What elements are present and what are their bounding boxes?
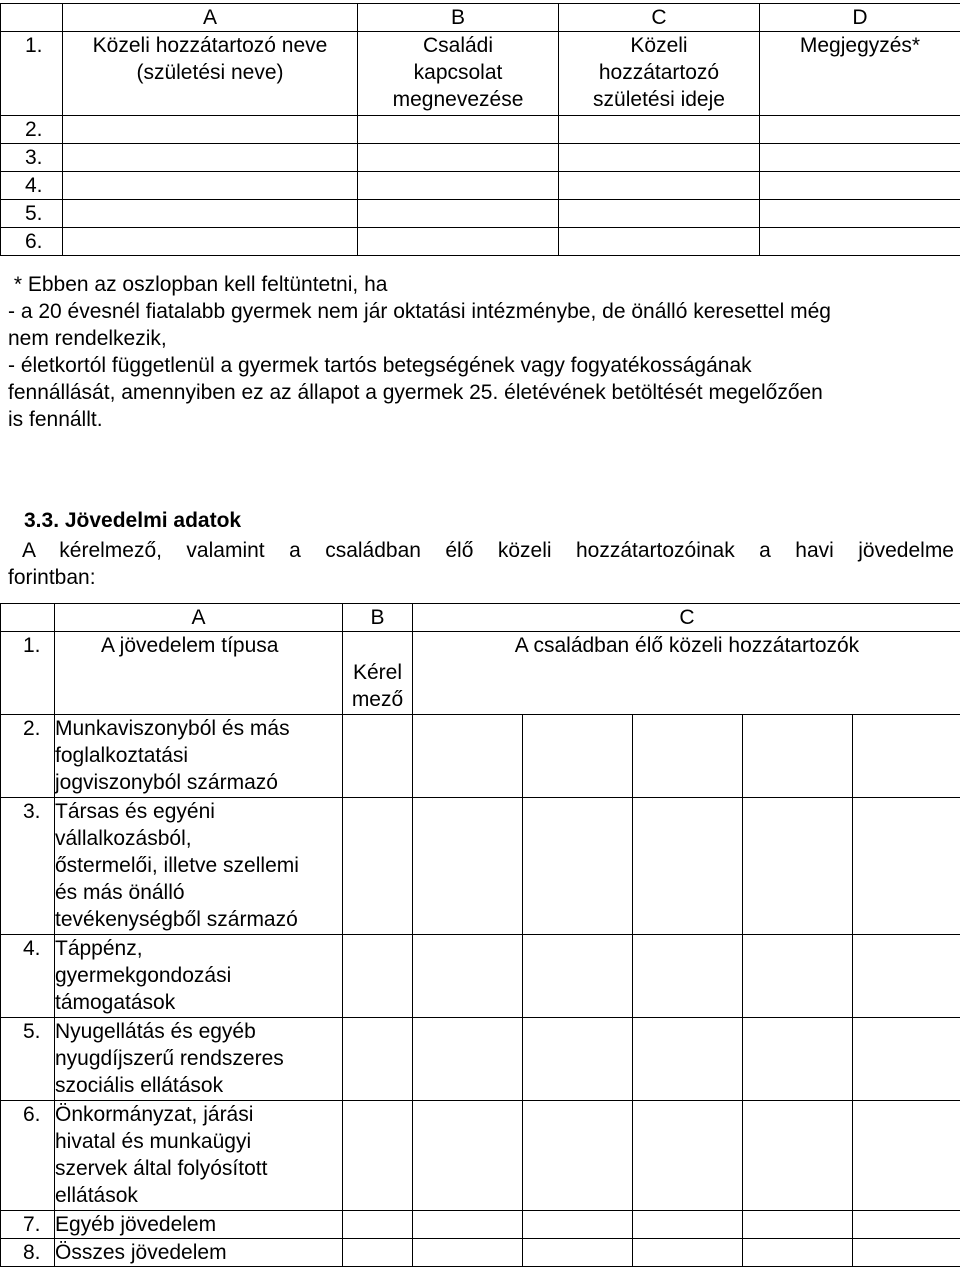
applicant-amount-cell[interactable] bbox=[343, 1239, 413, 1267]
relative-amount-cell[interactable] bbox=[413, 1239, 523, 1267]
footnote-line: * Ebben az oszlopban kell feltüntetni, ha bbox=[8, 273, 388, 296]
footnote-line: fennállását, amennyiben ez az állapot a gyermek 25. életévének betöltését megelőzően bbox=[8, 381, 823, 404]
applicant-header: Kérel mező bbox=[343, 632, 413, 715]
header-name-cell: Közeli hozzátartozó neve (születési neve) bbox=[63, 32, 358, 116]
applicant-amount-cell[interactable] bbox=[343, 1018, 413, 1101]
row-number: 4. bbox=[1, 935, 55, 1018]
row-number: 5. bbox=[1, 200, 63, 228]
table-row bbox=[1, 935, 960, 1018]
applicant-amount-cell[interactable] bbox=[343, 798, 413, 935]
relative-amount-cell[interactable] bbox=[633, 935, 743, 1018]
relative-amount-cell[interactable] bbox=[523, 1101, 633, 1211]
relative-amount-cell[interactable] bbox=[523, 1018, 633, 1101]
table-row bbox=[1, 1018, 960, 1101]
row-number: 3. bbox=[1, 798, 55, 935]
relative-amount-cell[interactable] bbox=[743, 935, 853, 1018]
birthdate-input-cell[interactable] bbox=[559, 200, 760, 228]
table-row bbox=[1, 32, 960, 116]
row-number: 8. bbox=[1, 1239, 55, 1267]
table-row bbox=[1, 1211, 960, 1239]
col-letter-b: B bbox=[358, 4, 559, 32]
name-input-cell[interactable] bbox=[63, 116, 358, 144]
header-note-cell: Megjegyzés* bbox=[760, 32, 960, 116]
header-birthdate-cell: Közeli hozzátartozó születési ideje bbox=[559, 32, 760, 116]
name-input-cell[interactable] bbox=[63, 228, 358, 256]
applicant-amount-cell[interactable] bbox=[343, 935, 413, 1018]
header-relation-cell: Családi kapcsolat megnevezése bbox=[358, 32, 559, 116]
relative-amount-cell[interactable] bbox=[523, 1239, 633, 1267]
row-number: 3. bbox=[1, 144, 63, 172]
table-row bbox=[1, 715, 960, 798]
col-letter-b: B bbox=[343, 604, 413, 632]
note-input-cell[interactable] bbox=[760, 172, 960, 200]
relative-amount-cell[interactable] bbox=[853, 798, 960, 935]
relative-amount-cell[interactable] bbox=[633, 1101, 743, 1211]
table-row bbox=[1, 144, 960, 172]
birthdate-input-cell[interactable] bbox=[559, 228, 760, 256]
income-type-label: Nyugellátás és egyéb nyugdíjszerű rendszeres szociális ellátások bbox=[55, 1018, 343, 1101]
relative-amount-cell[interactable] bbox=[413, 1018, 523, 1101]
applicant-amount-cell[interactable] bbox=[343, 715, 413, 798]
birthdate-input-cell[interactable] bbox=[559, 144, 760, 172]
relation-input-cell[interactable] bbox=[358, 200, 559, 228]
relative-amount-cell[interactable] bbox=[853, 1239, 960, 1267]
relative-amount-cell[interactable] bbox=[853, 1211, 960, 1239]
col-letter-a: A bbox=[55, 604, 343, 632]
row-number: 2. bbox=[1, 116, 63, 144]
relative-amount-cell[interactable] bbox=[853, 1101, 960, 1211]
birthdate-input-cell[interactable] bbox=[559, 172, 760, 200]
name-input-cell[interactable] bbox=[63, 172, 358, 200]
table-row bbox=[1, 200, 960, 228]
relative-amount-cell[interactable] bbox=[853, 1018, 960, 1101]
row-number: 6. bbox=[1, 1101, 55, 1211]
relative-amount-cell[interactable] bbox=[743, 715, 853, 798]
table-row bbox=[1, 228, 960, 256]
row-number: 1. bbox=[1, 632, 55, 715]
footnote-line: - a 20 évesnél fiatalabb gyermek nem jár oktatási intézménybe, de önálló keresettel még bbox=[8, 300, 831, 323]
income-type-label: Önkormányzat, járási hivatal és munkaügyi szervek által folyósított ellátások bbox=[55, 1101, 343, 1211]
relative-amount-cell[interactable] bbox=[413, 715, 523, 798]
relative-amount-cell[interactable] bbox=[633, 1018, 743, 1101]
relative-amount-cell[interactable] bbox=[523, 1211, 633, 1239]
relative-amount-cell[interactable] bbox=[523, 715, 633, 798]
birthdate-input-cell[interactable] bbox=[559, 116, 760, 144]
relative-amount-cell[interactable] bbox=[743, 1239, 853, 1267]
row-number: 5. bbox=[1, 1018, 55, 1101]
row-number: 6. bbox=[1, 228, 63, 256]
relative-amount-cell[interactable] bbox=[743, 1211, 853, 1239]
note-input-cell[interactable] bbox=[760, 228, 960, 256]
row-number: 7. bbox=[1, 1211, 55, 1239]
table-row bbox=[1, 1101, 960, 1211]
relative-amount-cell[interactable] bbox=[523, 935, 633, 1018]
header-row bbox=[1, 632, 960, 715]
col-letter-c: C bbox=[559, 4, 760, 32]
relatives-table bbox=[0, 3, 960, 256]
relative-amount-cell[interactable] bbox=[413, 935, 523, 1018]
relative-amount-cell[interactable] bbox=[853, 935, 960, 1018]
relative-amount-cell[interactable] bbox=[743, 1101, 853, 1211]
row-number: 2. bbox=[1, 715, 55, 798]
relation-input-cell[interactable] bbox=[358, 144, 559, 172]
relative-amount-cell[interactable] bbox=[413, 1211, 523, 1239]
relatives-header: A családban élő közeli hozzátartozók bbox=[413, 632, 960, 715]
footnote-line: is fennállt. bbox=[8, 408, 103, 431]
column-letters-row bbox=[1, 604, 960, 632]
col-letter-d: D bbox=[760, 4, 960, 32]
relative-amount-cell[interactable] bbox=[523, 798, 633, 935]
income-table bbox=[0, 603, 960, 1267]
relative-amount-cell[interactable] bbox=[413, 1101, 523, 1211]
column-letters-row bbox=[1, 4, 960, 32]
row-number: 4. bbox=[1, 172, 63, 200]
relative-amount-cell[interactable] bbox=[743, 798, 853, 935]
income-type-label: Egyéb jövedelem bbox=[55, 1211, 343, 1239]
section-heading: 3.3. Jövedelmi adatok bbox=[24, 509, 242, 532]
relation-input-cell[interactable] bbox=[358, 116, 559, 144]
note-input-cell[interactable] bbox=[760, 116, 960, 144]
name-input-cell[interactable] bbox=[63, 200, 358, 228]
income-type-label: Társas és egyéni vállalkozásból, őstermelői, illetve szellemi és más önálló tevékenységből származó bbox=[55, 798, 343, 935]
relation-input-cell[interactable] bbox=[358, 172, 559, 200]
name-input-cell[interactable] bbox=[63, 144, 358, 172]
table-row bbox=[1, 116, 960, 144]
income-type-label: Táppénz, gyermekgondozási támogatások bbox=[55, 935, 343, 1018]
note-input-cell[interactable] bbox=[760, 144, 960, 172]
relative-amount-cell[interactable] bbox=[853, 715, 960, 798]
section-intro: A kérelmező, valamint a családban élő közeli hozzátartozóinak a havi jövedelme forintban: bbox=[8, 539, 954, 589]
relative-amount-cell[interactable] bbox=[633, 1211, 743, 1239]
footnote-line: - életkortól függetlenül a gyermek tartós betegségének vagy fogyatékosságának bbox=[8, 354, 752, 377]
relative-amount-cell[interactable] bbox=[633, 715, 743, 798]
col-letter-a: A bbox=[63, 4, 358, 32]
applicant-amount-cell[interactable] bbox=[343, 1211, 413, 1239]
table-row bbox=[1, 798, 960, 935]
relative-amount-cell[interactable] bbox=[633, 1239, 743, 1267]
income-type-label: Munkaviszonyból és más foglalkoztatási jogviszonyból származó bbox=[55, 715, 343, 798]
row-number: 1. bbox=[1, 32, 63, 116]
table-row bbox=[1, 1239, 960, 1267]
note-input-cell[interactable] bbox=[760, 200, 960, 228]
relative-amount-cell[interactable] bbox=[633, 798, 743, 935]
footnote-line: nem rendelkezik, bbox=[8, 327, 167, 350]
applicant-amount-cell[interactable] bbox=[343, 1101, 413, 1211]
income-type-header: A jövedelem típusa bbox=[55, 632, 343, 715]
table-row bbox=[1, 172, 960, 200]
relative-amount-cell[interactable] bbox=[743, 1018, 853, 1101]
footnote-block bbox=[8, 271, 953, 433]
income-type-label: Összes jövedelem bbox=[55, 1239, 343, 1267]
col-letter-c: C bbox=[413, 604, 960, 632]
relative-amount-cell[interactable] bbox=[413, 798, 523, 935]
relation-input-cell[interactable] bbox=[358, 228, 559, 256]
